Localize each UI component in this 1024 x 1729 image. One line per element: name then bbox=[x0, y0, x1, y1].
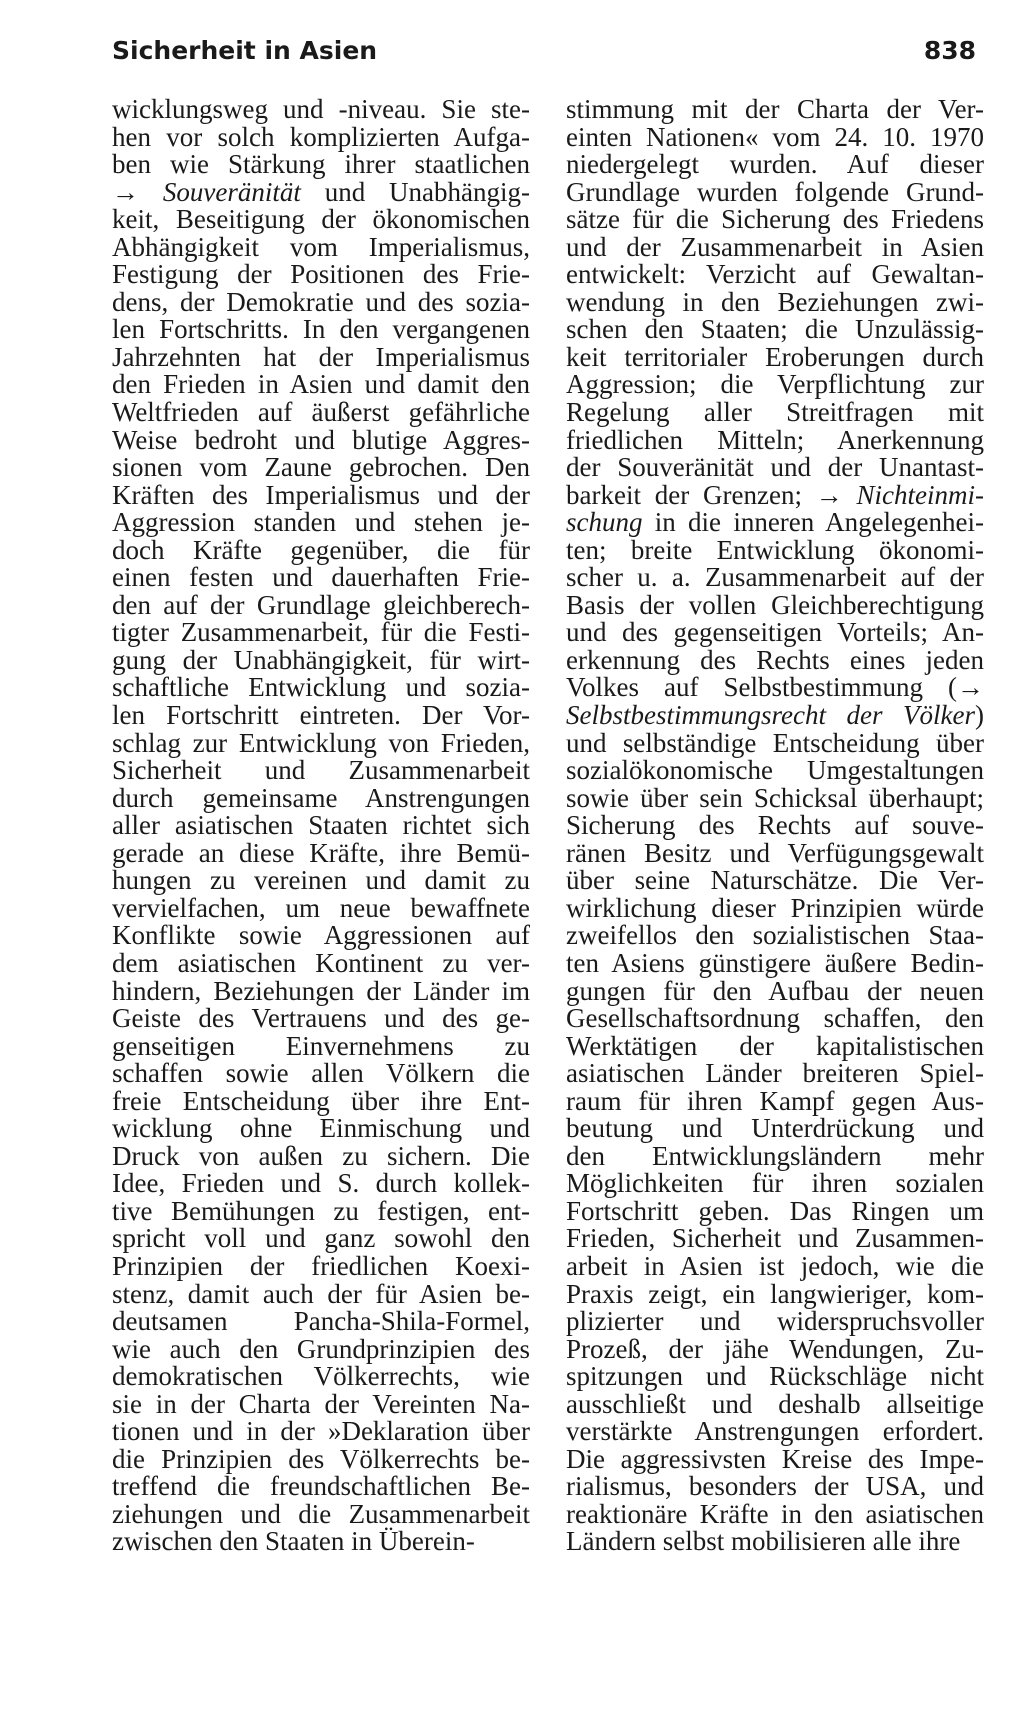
text-line: wie auch den Grundprinzipien des bbox=[112, 1333, 530, 1364]
text-line: dens, der Demokratie und des sozia- bbox=[112, 286, 530, 317]
text-line: Die aggressivsten Kreise des Impe- bbox=[566, 1443, 984, 1474]
text-line: hindern, Beziehungen der Länder im bbox=[112, 975, 530, 1006]
text-line: schaftliche Entwicklung und sozia- bbox=[112, 672, 530, 703]
text-line: Werktätigen der kapitalistischen bbox=[566, 1030, 984, 1061]
text-line: wendung in den Beziehungen zwi- bbox=[566, 286, 984, 317]
text-line: plizierter und widerspruchsvoller bbox=[566, 1306, 984, 1337]
text-line: Gesellschaftsordnung schaffen, den bbox=[566, 1003, 984, 1034]
text-line: rialismus, besonders der USA, und bbox=[566, 1471, 984, 1502]
text-line: hen vor solch komplizierten Aufga- bbox=[112, 121, 530, 152]
text-line: sie in der Charta der Vereinten Na- bbox=[112, 1388, 530, 1419]
text-line: Fortschritt geben. Das Ringen um bbox=[566, 1195, 984, 1226]
text-column-right bbox=[566, 96, 984, 1556]
text-line: entwickelt: Verzicht auf Gewaltan- bbox=[566, 259, 984, 290]
text-line: hungen zu vereinen und damit zu bbox=[112, 865, 530, 896]
text-line: deutsamen Pancha-Shila-Formel, bbox=[112, 1306, 530, 1337]
text-line: tigter Zusammenarbeit, für die Festi- bbox=[112, 617, 530, 648]
text-line: barkeit der Grenzen; → Nichteinmi- bbox=[566, 479, 984, 510]
text-line: Regelung aller Streitfragen mit bbox=[566, 397, 984, 428]
text-line: sätze für die Sicherung des Friedens bbox=[566, 204, 984, 235]
text-line: ränen Besitz und Verfügungsgewalt bbox=[566, 837, 984, 868]
text-line: einten Nationen« vom 24. 10. 1970 bbox=[566, 121, 984, 152]
text-line: stenz, damit auch der für Asien be- bbox=[112, 1278, 530, 1309]
text-line: Konflikte sowie Aggressionen auf bbox=[112, 920, 530, 951]
text-line: schen den Staaten; die Unzulässig- bbox=[566, 314, 984, 345]
text-line: wicklung ohne Einmischung und bbox=[112, 1113, 530, 1144]
text-line: → Souveränität und Unabhängig- bbox=[112, 176, 531, 207]
text-line: zweifellos den sozialistischen Staa- bbox=[566, 920, 984, 951]
text-line: und des gegenseitigen Vorteils; An- bbox=[566, 617, 984, 648]
text-line: reaktionäre Kräfte in den asiatischen bbox=[566, 1498, 984, 1529]
text-line: Sicherheit und Zusammenarbeit bbox=[112, 755, 530, 786]
text-line: sowie über sein Schicksal überhaupt; bbox=[566, 782, 984, 813]
text-line: ten Asiens günstigere äußere Bedin- bbox=[566, 947, 984, 978]
text-line: schung in die inneren Angelegenhei- bbox=[566, 507, 984, 538]
text-line: spitzungen und Rückschläge nicht bbox=[566, 1361, 984, 1392]
text-line: Prozeß, der jähe Wendungen, Zu- bbox=[566, 1333, 984, 1364]
text-line: ziehungen und die Zusammenarbeit bbox=[112, 1498, 530, 1529]
text-line: tionen und in der »Deklaration über bbox=[112, 1416, 530, 1447]
text-line: asiatischen Länder breiteren Spiel- bbox=[566, 1058, 984, 1089]
text-line: schlag zur Entwicklung von Frieden, bbox=[112, 727, 530, 758]
text-line: Sicherung des Rechts auf souve- bbox=[566, 810, 984, 841]
text-line: raum für ihren Kampf gegen Aus- bbox=[566, 1085, 984, 1116]
text-line: Festigung der Positionen des Frie- bbox=[112, 259, 530, 290]
text-line: sionen vom Zaune gebrochen. Den bbox=[112, 452, 530, 483]
text-line: Prinzipien der friedlichen Koexi- bbox=[112, 1250, 530, 1281]
text-line: Aggression standen und stehen je- bbox=[112, 507, 530, 538]
text-line: scher u. a. Zusammenarbeit auf der bbox=[566, 562, 984, 593]
text-line: und der Zusammenarbeit in Asien bbox=[566, 231, 984, 262]
text-line: erkennung des Rechts eines jeden bbox=[566, 644, 984, 675]
text-line: keit territorialer Eroberungen durch bbox=[566, 341, 984, 372]
text-line: über seine Naturschätze. Die Ver- bbox=[566, 865, 984, 896]
text-line: Jahrzehnten hat der Imperialismus bbox=[112, 341, 530, 372]
text-line: Ländern selbst mobilisieren alle ihre bbox=[566, 1526, 961, 1557]
text-column-left bbox=[112, 96, 530, 1556]
text-line: doch Kräfte gegenüber, die für bbox=[112, 534, 530, 565]
text-line: Aggression; die Verpflichtung zur bbox=[566, 369, 984, 400]
text-line: den Entwicklungsländern mehr bbox=[566, 1140, 984, 1171]
text-line: vervielfachen, um neue bewaffnete bbox=[112, 892, 530, 923]
text-line: friedlichen Mitteln; Anerkennung bbox=[566, 424, 984, 455]
text-line: niedergelegt wurden. Auf dieser bbox=[566, 149, 984, 180]
text-line: aller asiatischen Staaten richtet sich bbox=[112, 810, 530, 841]
text-line: dem asiatischen Kontinent zu ver- bbox=[112, 947, 530, 978]
text-line: zwischen den Staaten in Überein- bbox=[112, 1526, 475, 1557]
text-line: treffend die freundschaftlichen Be- bbox=[112, 1471, 530, 1502]
text-line: demokratischen Völkerrechts, wie bbox=[112, 1361, 530, 1392]
text-line: ben wie Stärkung ihrer staatlichen bbox=[112, 149, 530, 180]
text-line: Geiste des Vertrauens und des ge- bbox=[112, 1003, 530, 1034]
text-line: arbeit in Asien ist jedoch, wie die bbox=[566, 1250, 984, 1281]
text-line: spricht voll und ganz sowohl den bbox=[112, 1223, 530, 1254]
text-line: durch gemeinsame Anstrengungen bbox=[112, 782, 530, 813]
text-line: tive Bemühungen zu festigen, ent- bbox=[112, 1195, 530, 1226]
page-number: 838 bbox=[923, 36, 976, 65]
text-line: den Frieden in Asien und damit den bbox=[112, 369, 530, 400]
text-line: Kräften des Imperialismus und der bbox=[112, 479, 530, 510]
text-line: schaffen sowie allen Völkern die bbox=[112, 1058, 530, 1089]
text-line: einen festen und dauerhaften Frie- bbox=[112, 562, 530, 593]
text-line: gung der Unabhängigkeit, für wirt- bbox=[112, 644, 530, 675]
text-line: Druck von außen zu sichern. Die bbox=[112, 1140, 530, 1171]
text-line: Praxis zeigt, ein langwieriger, kom- bbox=[566, 1278, 984, 1309]
text-line: len Fortschritts. In den vergangenen bbox=[112, 314, 530, 345]
text-line: Basis der vollen Gleichberechtigung bbox=[566, 589, 984, 620]
text-line: stimmung mit der Charta der Ver- bbox=[566, 94, 984, 124]
text-line: und selbständige Entscheidung über bbox=[566, 727, 984, 758]
text-line: Grundlage wurden folgende Grund- bbox=[566, 176, 984, 207]
text-line: freie Entscheidung über ihre Ent- bbox=[112, 1085, 530, 1116]
text-line: verstärkte Anstrengungen erfordert. bbox=[566, 1416, 984, 1447]
text-line: ausschließt und deshalb allseitige bbox=[566, 1388, 984, 1419]
text-line: genseitigen Einvernehmens zu bbox=[112, 1030, 530, 1061]
text-line: sozialökonomische Umgestaltungen bbox=[566, 755, 984, 786]
text-line: Weise bedroht und blutige Aggres- bbox=[112, 424, 530, 455]
text-line: len Fortschritt eintreten. Der Vor- bbox=[112, 700, 530, 731]
text-line: Frieden, Sicherheit und Zusammen- bbox=[566, 1223, 984, 1254]
text-line: Abhängigkeit vom Imperialismus, bbox=[112, 231, 530, 262]
text-line: Volkes auf Selbstbestimmung (→ bbox=[566, 672, 984, 703]
text-line: keit, Beseitigung der ökonomischen bbox=[112, 204, 530, 235]
text-line: den auf der Grundlage gleichberech- bbox=[112, 589, 530, 620]
text-line: wicklungsweg und -niveau. Sie ste- bbox=[112, 94, 530, 124]
text-line: Weltfrieden auf äußerst gefährliche bbox=[112, 397, 530, 428]
page-header-title: Sicherheit in Asien bbox=[112, 36, 378, 65]
text-line: ten; breite Entwicklung ökonomi- bbox=[566, 534, 984, 565]
text-line: Möglichkeiten für ihren sozialen bbox=[566, 1168, 984, 1199]
text-line: wirklichung dieser Prinzipien würde bbox=[566, 892, 984, 923]
text-line: gerade an diese Kräfte, ihre Bemü- bbox=[112, 837, 530, 868]
text-line: Idee, Frieden und S. durch kollek- bbox=[112, 1168, 530, 1199]
text-line: die Prinzipien des Völkerrechts be- bbox=[112, 1443, 530, 1474]
text-line: gungen für den Aufbau der neuen bbox=[566, 975, 984, 1006]
text-line: Selbstbestimmungsrecht der Völker) bbox=[566, 700, 984, 731]
text-line: der Souveränität und der Unantast- bbox=[566, 452, 984, 483]
text-line: beutung und Unterdrückung und bbox=[566, 1113, 984, 1144]
